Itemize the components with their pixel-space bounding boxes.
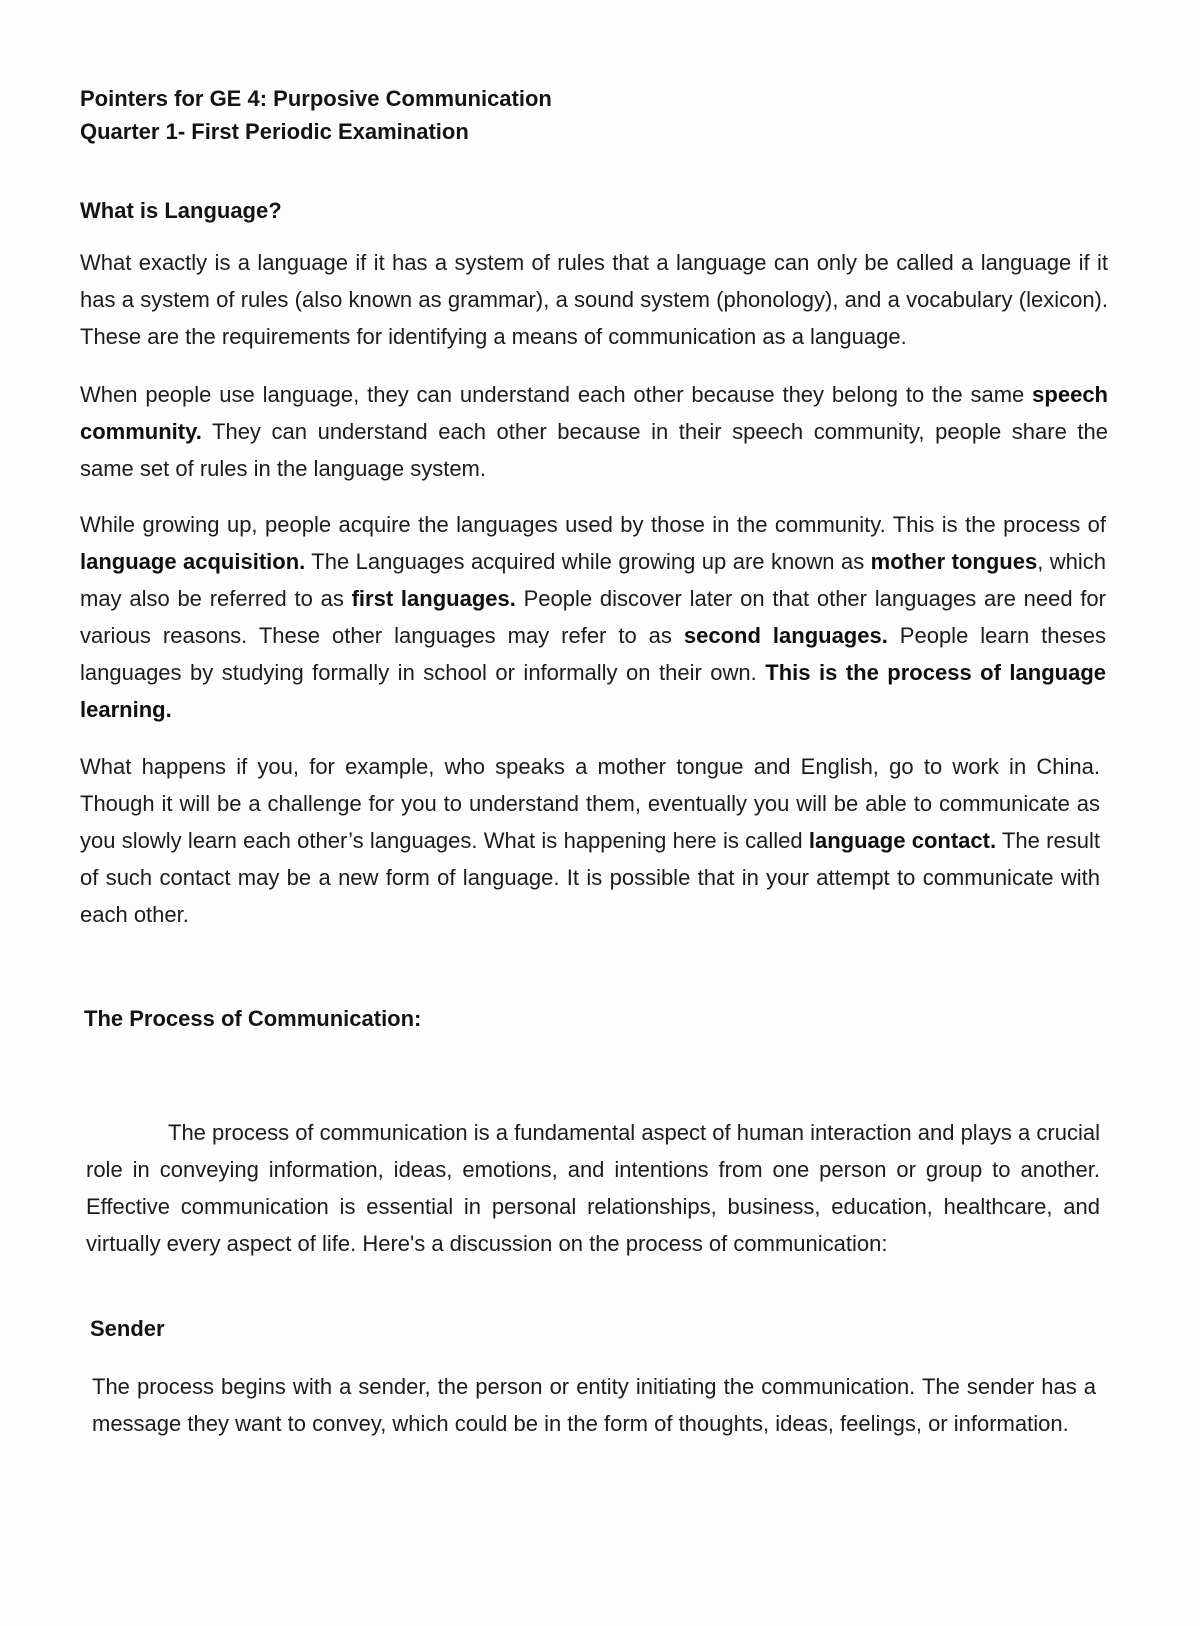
paragraph-communication-intro: The process of communication is a fundamental aspect of human interaction and plays a crucial role in conveying information, ideas, emotions, and intentions from one person or group to another. Effective communication is essential in personal relationships, business, education, healthcare, and virtually every aspect of life. Here's a discussion on the process of communication: xyxy=(86,1120,1100,1256)
term-language-acquisition: language acquisition. xyxy=(80,549,306,574)
paragraph-language-contact xyxy=(80,748,1100,933)
text-span: People learn theses languages by studying formally in school or informally on their own. xyxy=(80,623,1106,685)
text-span: They can understand each other because in their speech community, people share the same set of rules in the language system. xyxy=(80,419,1108,481)
term-speech-community: speech community. xyxy=(80,382,1108,444)
term-first-languages: first languages. xyxy=(351,586,516,611)
header-course-title: Pointers for GE 4: Purposive Communication xyxy=(80,86,552,111)
term-language-learning: This is the process of language learning. xyxy=(80,660,1107,722)
heading-what-is-language: What is Language? xyxy=(80,198,282,223)
text-span: What happens if you, for example, who speaks a mother tongue and English, go to work in China. Though it will be a challenge for you to understand them, eventually you will be able to communicate as you slowly learn each other’s languages. What is happening here is called xyxy=(80,754,1100,853)
header-exam-title: Quarter 1- First Periodic Examination xyxy=(80,119,469,144)
term-second-languages: second languages. xyxy=(683,623,888,648)
text-span: The result of such contact may be a new form of language. It is possible that in your attempt to communicate with each other. xyxy=(80,828,1100,927)
term-mother-tongues: mother tongues xyxy=(870,549,1038,574)
paragraph-speech-community xyxy=(80,376,1108,487)
text-span: People discover later on that other languages are need for various reasons. These other languages may refer to as xyxy=(80,586,1106,648)
text-span: While growing up, people acquire the languages used by those in the community. This is the process of xyxy=(80,512,1106,537)
text-span: The Languages acquired while growing up are known as xyxy=(305,549,871,574)
heading-sender: Sender xyxy=(90,1316,165,1341)
text-span: When people use language, they can understand each other because they belong to the same xyxy=(80,382,1033,407)
paragraph-sender: The process begins with a sender, the person or entity initiating the communication. The sender has a message they want to convey, which could be in the form of thoughts, ideas, feelings, or information. xyxy=(92,1374,1096,1436)
paragraph-language-definition: What exactly is a language if it has a system of rules that a language can only be called a language if it has a system of rules (also known as grammar), a sound system (phonology), and a vocabulary (lexicon). These are the requirements for identifying a means of communication as a language. xyxy=(80,250,1108,349)
paragraph-language-acquisition xyxy=(80,506,1106,728)
text-span: , which may also be referred to as xyxy=(80,549,1106,611)
term-language-contact: language contact. xyxy=(808,828,997,853)
heading-process-of-communication: The Process of Communication: xyxy=(84,1006,422,1031)
document-header xyxy=(80,82,552,148)
